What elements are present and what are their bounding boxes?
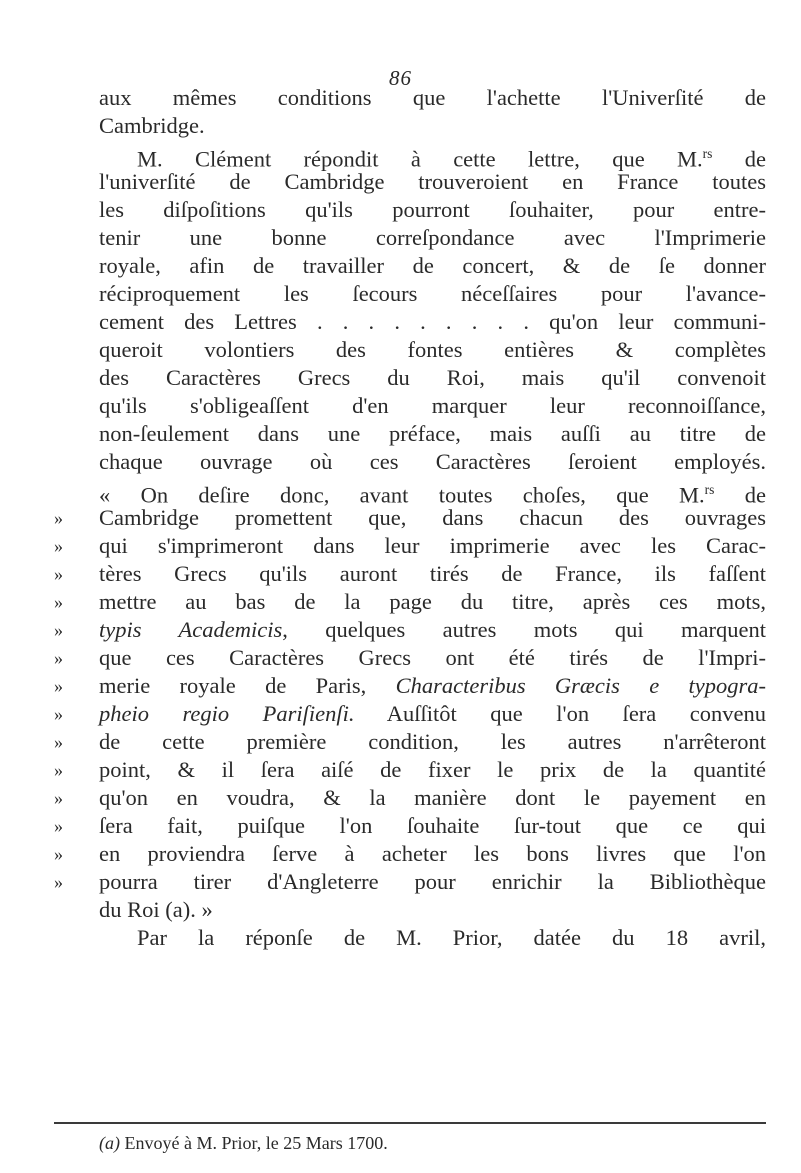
- quote-mark: »: [54, 788, 63, 808]
- quote-mark: »: [54, 592, 63, 612]
- quote-mark: »: [54, 620, 63, 640]
- line-text: qui s'imprimeront dans leur imprimerie avec les Carac-: [99, 533, 766, 558]
- line-text: chaque ouvrage où ces Caractères ſeroient employés.: [99, 449, 766, 474]
- line-text: merie royale de Paris, Characteribus Græcis e typogra-: [99, 673, 767, 698]
- text-line: [54, 812, 766, 840]
- text-line: [54, 280, 766, 308]
- text-line: [54, 336, 766, 364]
- text-line: [54, 672, 766, 700]
- line-text: l'univerſité de Cambridge trouveroient en France toutes: [99, 169, 766, 194]
- footnote: [99, 1131, 388, 1155]
- text-line: [54, 364, 766, 392]
- text-line: [54, 532, 766, 560]
- text-line: [54, 868, 766, 896]
- line-text: pheio regio Pariſienſi. Auſſitôt que l'on ſera convenu: [99, 701, 766, 726]
- line-text: non-ſeulement dans une préface, mais auſſi au titre de: [99, 421, 766, 446]
- line-text: mettre au bas de la page du titre, après ces mots,: [99, 589, 766, 614]
- line-text: tères Grecs qu'ils auront tirés de France, ils faſſent: [99, 561, 766, 586]
- line-text: réciproquement les ſecours néceſſaires pour l'avance-: [99, 281, 766, 306]
- line-text: que ces Caractères Grecs ont été tirés de l'Impri-: [99, 645, 766, 670]
- text-line: [54, 588, 766, 616]
- text-line: [54, 476, 766, 508]
- line-text: pourra tirer d'Angleterre pour enrichir la Bibliothèque: [99, 869, 766, 894]
- line-text: « On deſire donc, avant toutes choſes, que M.$^{rs}$ de: [99, 482, 766, 508]
- quote-mark: »: [54, 676, 63, 696]
- text-line: [54, 840, 766, 868]
- text-line: [54, 700, 766, 728]
- quote-mark: »: [54, 508, 63, 528]
- text-line: [54, 420, 766, 448]
- text-line: [54, 252, 766, 280]
- text-line: [54, 560, 766, 588]
- quote-mark: »: [54, 816, 63, 836]
- text-line: [54, 168, 766, 196]
- quote-mark: »: [54, 760, 63, 780]
- line-text: Cambridge promettent que, dans chacun des ouvrages: [99, 505, 766, 530]
- page-number: 86: [389, 66, 412, 90]
- line-text: ſera fait, puiſque l'on ſouhaite ſur-tout que ce qui: [99, 813, 766, 838]
- body-text: [54, 84, 766, 952]
- line-text: les diſpoſitions qu'ils pourront ſouhaiter, pour entre-: [99, 197, 766, 222]
- text-line: [54, 308, 766, 336]
- line-text: qu'on en voudra, & la manière dont le payement en: [99, 785, 766, 810]
- line-text: M. Clément répondit à cette lettre, que M.$^{rs}$ de: [137, 146, 766, 172]
- line-text: Cambridge.: [99, 113, 205, 138]
- line-text: des Caractères Grecs du Roi, mais qu'il convenoit: [99, 365, 766, 390]
- line-text: aux mêmes conditions que l'achette l'Univerſité de: [99, 85, 766, 110]
- line-text: Par la réponſe de M. Prior, datée du 18 avril,: [137, 925, 766, 950]
- text-line: [54, 140, 766, 172]
- footnote-separator: [54, 1122, 766, 1124]
- text-line: [54, 112, 766, 140]
- text-line: [54, 924, 766, 952]
- footnote-marker: (a): [99, 1133, 120, 1153]
- line-text: tenir une bonne correſpondance avec l'Imprimerie: [99, 225, 766, 250]
- line-text: typis Academicis, quelques autres mots qui marquent: [99, 617, 766, 642]
- text-line: [54, 392, 766, 420]
- text-line: [54, 224, 766, 252]
- line-text: qu'ils s'obligeaſſent d'en marquer leur reconnoiſſance,: [99, 393, 766, 418]
- line-text: cement des Lettres . . . . . . . . . qu'on leur communi-: [99, 309, 766, 334]
- line-text: queroit volontiers des fontes entières & complètes: [99, 337, 766, 362]
- quote-mark: »: [54, 564, 63, 584]
- line-text: royale, afin de travailler de concert, & de ſe donner: [99, 253, 766, 278]
- line-text: point, & il ſera aiſé de fixer le prix de la quantité: [99, 757, 766, 782]
- text-line: [54, 84, 766, 112]
- text-line: [54, 784, 766, 812]
- text-line: [54, 728, 766, 756]
- quote-mark: »: [54, 872, 63, 892]
- line-text: en proviendra ſerve à acheter les bons livres que l'on: [99, 841, 766, 866]
- quote-mark: »: [54, 844, 63, 864]
- text-line: [54, 756, 766, 784]
- line-text: du Roi (a). »: [99, 897, 213, 922]
- footnote-text: Envoyé à M. Prior, le 25 Mars 1700.: [124, 1133, 388, 1153]
- text-line: [54, 196, 766, 224]
- text-line: [54, 644, 766, 672]
- text-line: [54, 504, 766, 532]
- quote-mark: »: [54, 704, 63, 724]
- quote-mark: »: [54, 732, 63, 752]
- text-line: [54, 448, 766, 476]
- quote-mark: »: [54, 536, 63, 556]
- text-line: [54, 896, 766, 924]
- line-text: de cette première condition, les autres n'arrêteront: [99, 729, 766, 754]
- text-line: [54, 616, 766, 644]
- quote-mark: »: [54, 648, 63, 668]
